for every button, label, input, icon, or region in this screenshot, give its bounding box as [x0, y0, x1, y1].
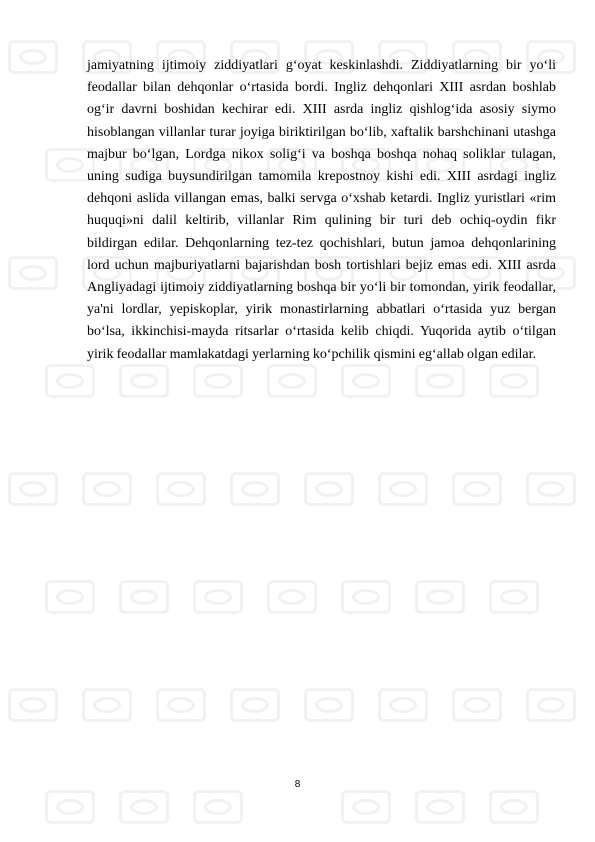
- watermark-icon: [415, 790, 465, 824]
- watermark-icon: [193, 580, 243, 614]
- watermark-icon: [45, 580, 95, 614]
- watermark-icon: [156, 472, 206, 506]
- watermark-icon: [452, 688, 502, 722]
- watermark-icon: [82, 688, 132, 722]
- watermark-icon: [119, 364, 169, 398]
- watermark-icon: [230, 472, 280, 506]
- watermark-icon: [415, 364, 465, 398]
- watermark-icon: [8, 40, 58, 74]
- watermark-icon: [8, 256, 58, 290]
- watermark-icon: [341, 364, 391, 398]
- watermark-icon: [489, 364, 539, 398]
- watermark-icon: [45, 364, 95, 398]
- watermark-icon: [341, 580, 391, 614]
- watermark-icon: [193, 790, 243, 824]
- watermark-icon: [378, 472, 428, 506]
- watermark-icon: [378, 688, 428, 722]
- watermark-icon: [193, 364, 243, 398]
- watermark-icon: [341, 790, 391, 824]
- watermark-icon: [415, 580, 465, 614]
- watermark-icon: [489, 790, 539, 824]
- watermark-icon: [304, 472, 354, 506]
- page-number: 8: [294, 779, 301, 790]
- watermark-icon: [119, 790, 169, 824]
- watermark-icon: [230, 688, 280, 722]
- watermark-icon: [267, 580, 317, 614]
- watermark-icon: [267, 364, 317, 398]
- watermark-icon: [45, 790, 95, 824]
- watermark-icon: [8, 472, 58, 506]
- watermark-icon: [82, 472, 132, 506]
- watermark-icon: [304, 688, 354, 722]
- watermark-icon: [8, 688, 58, 722]
- watermark-icon: [526, 688, 576, 722]
- watermark-icon: [452, 472, 502, 506]
- watermark-icon: [526, 472, 576, 506]
- watermark-icon: [119, 580, 169, 614]
- watermark-icon: [489, 580, 539, 614]
- body-paragraph: jamiyatning ijtimoiy ziddiyatlari gʻoyat keskinlashdi. Ziddiyatlarning bir yoʻli feodallar bilan dehqonlar oʻrtasida bordi. Ingliz dehqonlari XIII asrdan boshlab ogʻir davrni boshidan kechirar edi. XIII asrda ingliz qishlogʻida asosiy siymo hisoblangan villanlar turar joyiga biriktirilgan boʻlib, xaftalik barshchinani utashga majbur boʻlgan, Lordga nikox soligʻi va boshqa boshqa nohaq soliklar tulagan, uning sudiga buysundirilgan tamomila krepostnoy kishi edi. XIII asrdagi ingliz dehqoni aslida villangan emas, balki servga oʻxshab ketardi. Ingliz yuristlari «rim huquqi»ni dalil keltirib, villanlar Rim qulining bir turi deb ochiq-oydin fikr bildirgan edilar. Dehqonlarning tez-tez qochishlari, butun jamoa dehqonlarining lord uchun majburiyatlarni bajarishdan bosh tortishlari bejiz emas edi. XIII asrda Angliyadagi ijtimoiy ziddiyatlarning boshqa bir yoʻli bir tomondan, yirik feodallar, ya'ni lordlar, yepiskoplar, yirik monastirlarning abbatlari oʻrtasida yuz bergan boʻlsa, ikkinchisi-mayda ritsarlar oʻrtasida kelib chiqdi. Yuqorida aytib oʻtilgan yirik feodallar mamlakatdagi yerlarning koʻpchilik qismini egʻallab olgan edilar.: [87, 58, 556, 362]
- watermark-icon: [156, 688, 206, 722]
